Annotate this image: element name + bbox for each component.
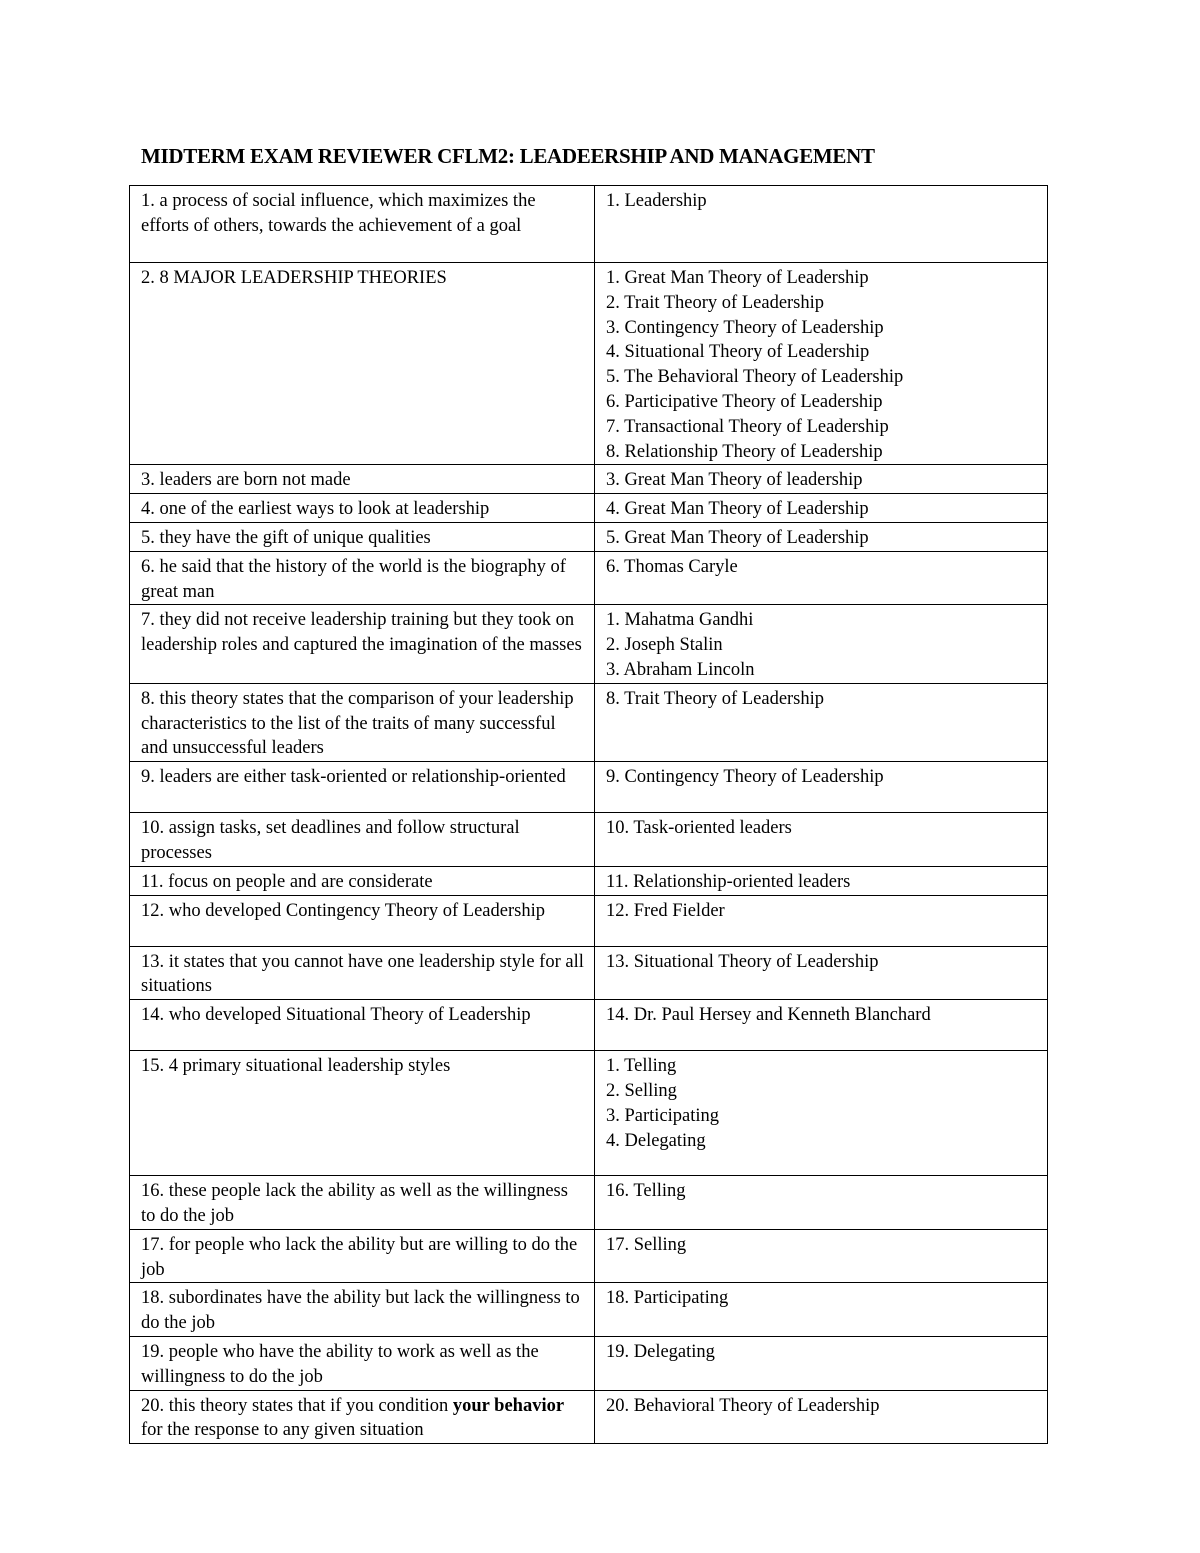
question-cell: 2. 8 MAJOR LEADERSHIP THEORIES (130, 263, 595, 465)
answer-cell (595, 1051, 1048, 1176)
question-cell: 3. leaders are born not made (130, 465, 595, 494)
question-cell: 4. one of the earliest ways to look at leadership (130, 494, 595, 523)
question-cell (130, 1390, 595, 1444)
answer-cell (595, 1000, 1048, 1051)
answer-line: 9. Contingency Theory of Leadership (606, 767, 884, 788)
answer-cell (595, 186, 1048, 263)
question-cell: 12. who developed Contingency Theory of Leadership (130, 895, 595, 946)
answer-line: 12. Fred Fielder (606, 900, 725, 921)
table-row (130, 1000, 1048, 1051)
answer-line: 18. Participating (606, 1288, 729, 1309)
table-row (130, 683, 1048, 761)
table-row (130, 605, 1048, 683)
question-cell: 16. these people lack the ability as well as the willingness to do the job (130, 1176, 595, 1230)
answer-line: 3. Contingency Theory of Leadership (606, 317, 884, 338)
question-cell: 11. focus on people and are considerate (130, 866, 595, 895)
table-row (130, 866, 1048, 895)
answer-line: 16. Telling (606, 1181, 686, 1202)
answer-line: 6. Thomas Caryle (606, 556, 738, 577)
answer-line: 5. The Behavioral Theory of Leadership (606, 367, 904, 388)
answer-line: 4. Delegating (606, 1130, 706, 1151)
answer-cell (595, 813, 1048, 867)
question-cell: 17. for people who lack the ability but are willing to do the job (130, 1229, 595, 1283)
answer-line: 8. Relationship Theory of Leadership (606, 441, 883, 462)
answer-line: 6. Participative Theory of Leadership (606, 391, 883, 412)
table-row (130, 186, 1048, 263)
answer-cell (595, 465, 1048, 494)
answer-cell (595, 1336, 1048, 1390)
table-row (130, 1336, 1048, 1390)
answer-cell (595, 1390, 1048, 1444)
answer-line: 1. Leadership (606, 191, 707, 211)
table-row (130, 895, 1048, 946)
table-row (130, 551, 1048, 605)
question-text-bold: your behavior (452, 1395, 565, 1416)
question-cell: 5. they have the gift of unique qualities (130, 522, 595, 551)
answer-cell (595, 522, 1048, 551)
answer-line: 5. Great Man Theory of Leadership (606, 527, 869, 548)
table-row (130, 946, 1048, 1000)
answer-cell (595, 895, 1048, 946)
question-cell: 6. he said that the history of the world is the biography of great man (130, 551, 595, 605)
table-row (130, 494, 1048, 523)
answer-line: 17. Selling (606, 1234, 687, 1255)
table-row (130, 1051, 1048, 1176)
answer-line: 2. Selling (606, 1080, 677, 1101)
answer-line: 3. Abraham Lincoln (606, 659, 755, 680)
answer-line: 3. Great Man Theory of leadership (606, 470, 863, 491)
answer-line: 3. Participating (606, 1105, 720, 1126)
answer-cell (595, 551, 1048, 605)
table-row (130, 1229, 1048, 1283)
question-cell: 1. a process of social influence, which maximizes the efforts of others, towards the achievement of a goal (130, 186, 595, 263)
answer-line: 4. Situational Theory of Leadership (606, 342, 870, 363)
question-cell: 7. they did not receive leadership training but they took on leadership roles and captured the imagination of the masses (130, 605, 595, 683)
question-cell: 15. 4 primary situational leadership styles (130, 1051, 595, 1176)
answer-cell (595, 1229, 1048, 1283)
question-cell: 13. it states that you cannot have one leadership style for all situations (130, 946, 595, 1000)
answer-cell (595, 762, 1048, 813)
answer-line: 14. Dr. Paul Hersey and Kenneth Blanchard (606, 1005, 931, 1026)
question-cell: 19. people who have the ability to work as well as the willingness to do the job (130, 1336, 595, 1390)
question-cell: 18. subordinates have the ability but lack the willingness to do the job (130, 1283, 595, 1337)
answer-cell (595, 866, 1048, 895)
answer-line: 19. Delegating (606, 1341, 715, 1362)
answer-cell (595, 1176, 1048, 1230)
question-cell: 14. who developed Situational Theory of Leadership (130, 1000, 595, 1051)
table-row (130, 522, 1048, 551)
question-text: for the response to any given situation (141, 1420, 424, 1441)
answer-cell (595, 1283, 1048, 1337)
page-title: MIDTERM EXAM REVIEWER CFLM2: LEADEERSHIP AND MANAGEMENT (141, 144, 875, 168)
table-row (130, 465, 1048, 494)
table-row (130, 813, 1048, 867)
question-cell: 9. leaders are either task-oriented or relationship-oriented (130, 762, 595, 813)
answer-cell (595, 263, 1048, 465)
table-row (130, 263, 1048, 465)
table-row (130, 762, 1048, 813)
question-text: 20. this theory states that if you condition (141, 1395, 453, 1416)
answer-cell (595, 946, 1048, 1000)
answer-line: 2. Joseph Stalin (606, 635, 723, 656)
answer-line: 13. Situational Theory of Leadership (606, 951, 879, 972)
answer-line: 1. Telling (606, 1056, 677, 1077)
table-row (130, 1176, 1048, 1230)
answer-line: 7. Transactional Theory of Leadership (606, 416, 889, 437)
answer-cell (595, 605, 1048, 683)
table-row (130, 1283, 1048, 1337)
answer-line: 8. Trait Theory of Leadership (606, 688, 825, 709)
answer-line: 4. Great Man Theory of Leadership (606, 499, 869, 520)
question-cell: 8. this theory states that the comparison of your leadership characteristics to the list of the traits of many successful and unsuccessful leaders (130, 683, 595, 761)
table-row (130, 1390, 1048, 1444)
answer-line: 10. Task-oriented leaders (606, 818, 792, 839)
answer-line: 2. Trait Theory of Leadership (606, 292, 825, 313)
answer-line: 1. Great Man Theory of Leadership (606, 268, 869, 288)
answer-cell (595, 683, 1048, 761)
reviewer-table (129, 185, 1048, 1444)
answer-line: 1. Mahatma Gandhi (606, 610, 754, 631)
answer-line: 11. Relationship-oriented leaders (606, 871, 851, 892)
question-cell: 10. assign tasks, set deadlines and follow structural processes (130, 813, 595, 867)
answer-line: 20. Behavioral Theory of Leadership (606, 1395, 880, 1416)
answer-cell (595, 494, 1048, 523)
